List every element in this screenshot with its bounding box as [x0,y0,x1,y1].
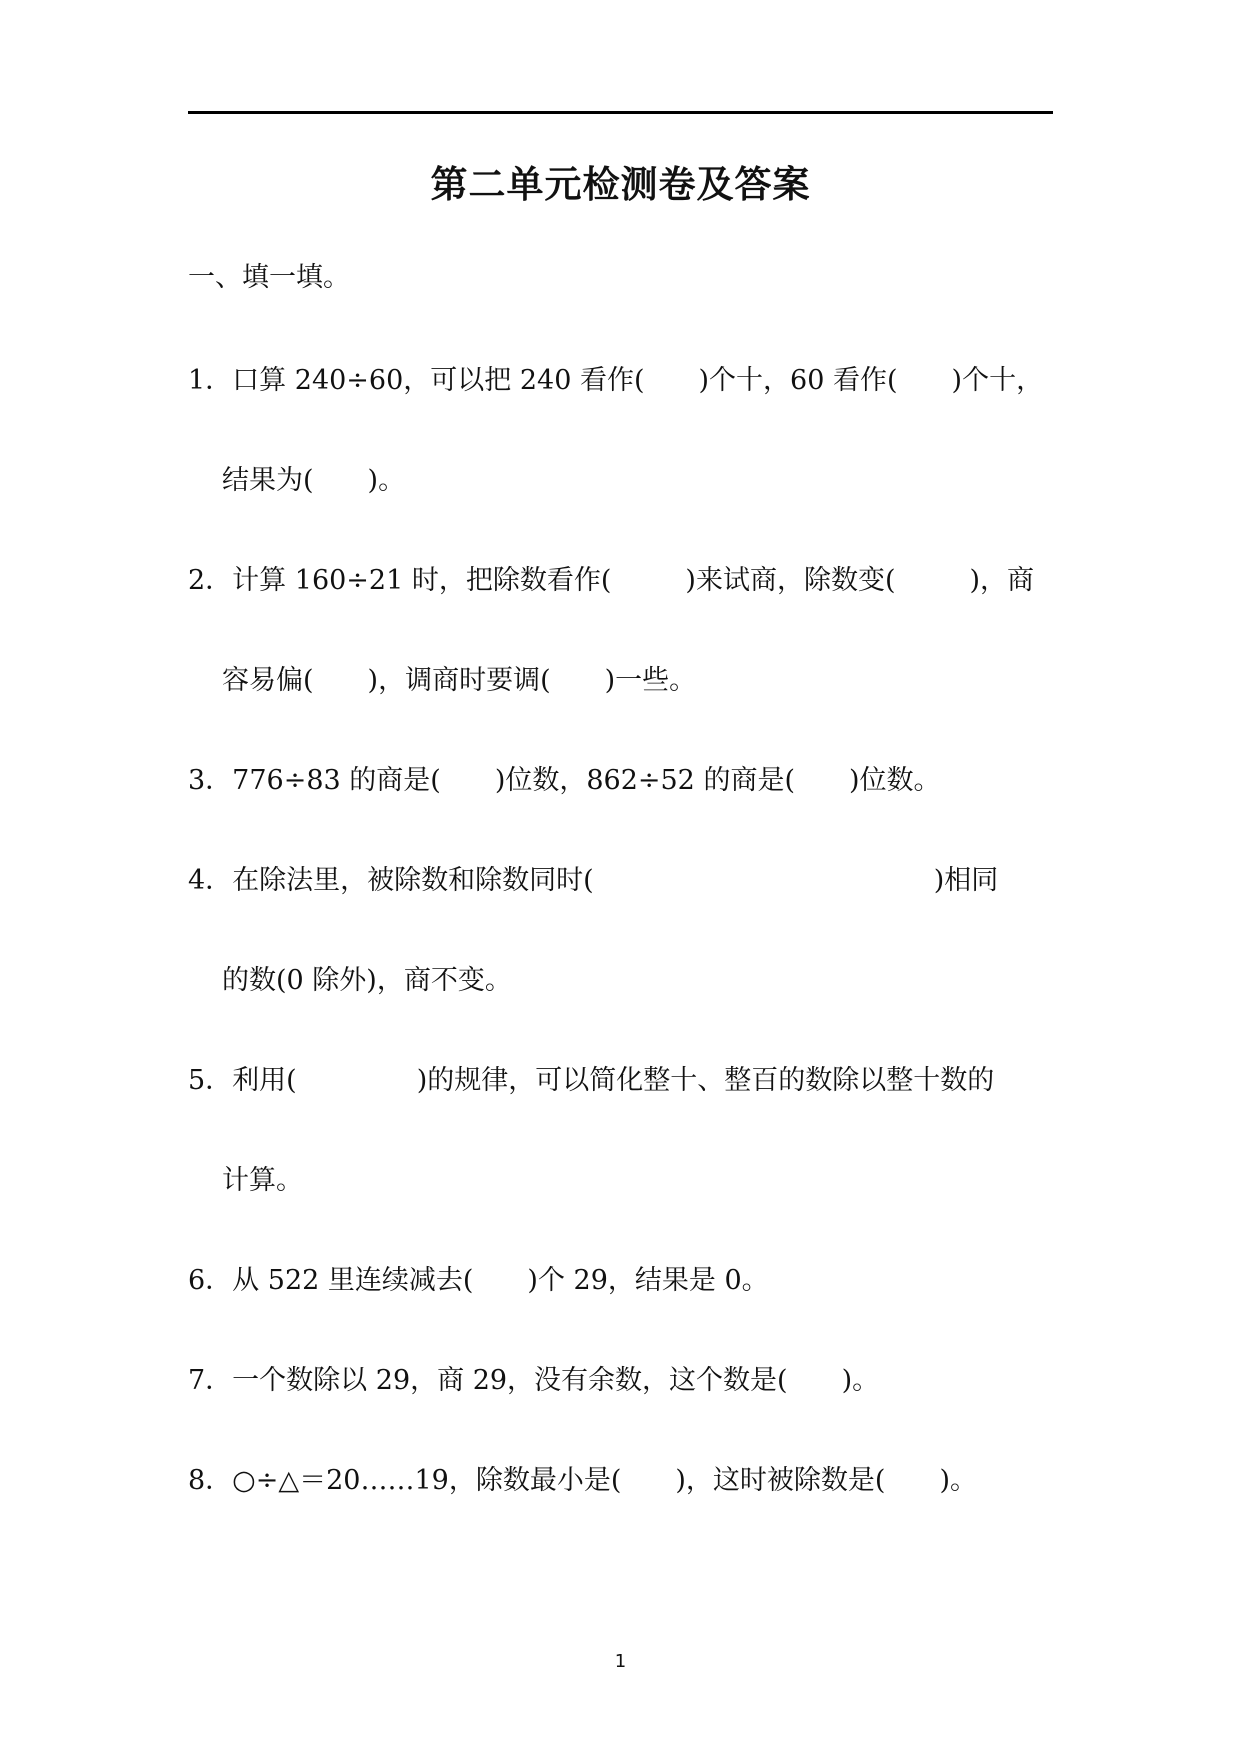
question-text: 6．从 522 里连续减去( [188,1265,474,1296]
question-8-line-1 [188,1461,977,1501]
question-text: )。 [841,1365,880,1396]
question-5-line-1 [188,1061,994,1101]
question-4-line-1 [188,861,998,901]
question-4-line-2 [222,961,512,1001]
question-text: )，商 [969,565,1035,596]
header-rule [188,111,1053,114]
question-text: )。 [367,465,406,496]
question-text: )相同 [933,865,999,896]
question-text: )，调商时要调( [367,665,551,696]
question-text: 结果为( [222,465,314,496]
question-text: )，这时被除数是( [675,1465,886,1496]
question-text: 8．○÷△＝20……19，除数最小是( [188,1465,622,1496]
question-text: )个十，60 看作( [698,365,898,396]
question-text: 计算。 [222,1165,303,1196]
question-text: )位数，862÷52 的商是( [494,765,795,796]
question-6-line-1 [188,1261,769,1301]
question-text: 4．在除法里，被除数和除数同时( [188,865,594,896]
section-heading: 一、填一填。 [188,262,350,293]
question-text: 的数(0 除外)，商不变。 [222,965,512,996]
question-text: )个十， [951,365,1044,396]
question-text: )位数。 [848,765,941,796]
page-number: 1 [614,1651,627,1672]
question-2-line-2 [222,661,696,701]
question-text: )的规律，可以简化整十、整百的数除以整十数的 [416,1065,995,1096]
question-text: )。 [939,1465,977,1496]
question-text: )个 29，结果是 0。 [527,1265,769,1296]
question-2-line-1 [188,561,1034,601]
question-7-line-1 [188,1361,879,1401]
question-text: 1．口算 240÷60，可以把 240 看作( [188,365,645,396]
question-text: 5．利用( [188,1065,297,1096]
page-title: 第二单元检测卷及答案 [430,163,811,206]
question-text: )来试商，除数变( [685,565,896,596]
question-text: 3．776÷83 的商是( [188,765,441,796]
question-text: 容易偏( [222,665,314,696]
question-text: 7．一个数除以 29，商 29，没有余数，这个数是( [188,1365,788,1396]
question-3-line-1 [188,761,941,801]
question-text: )一些。 [604,665,697,696]
question-1-line-1 [188,361,1043,401]
question-1-line-2 [222,461,405,501]
question-text: 2．计算 160÷21 时，把除数看作( [188,565,612,596]
question-5-line-2 [222,1161,303,1201]
